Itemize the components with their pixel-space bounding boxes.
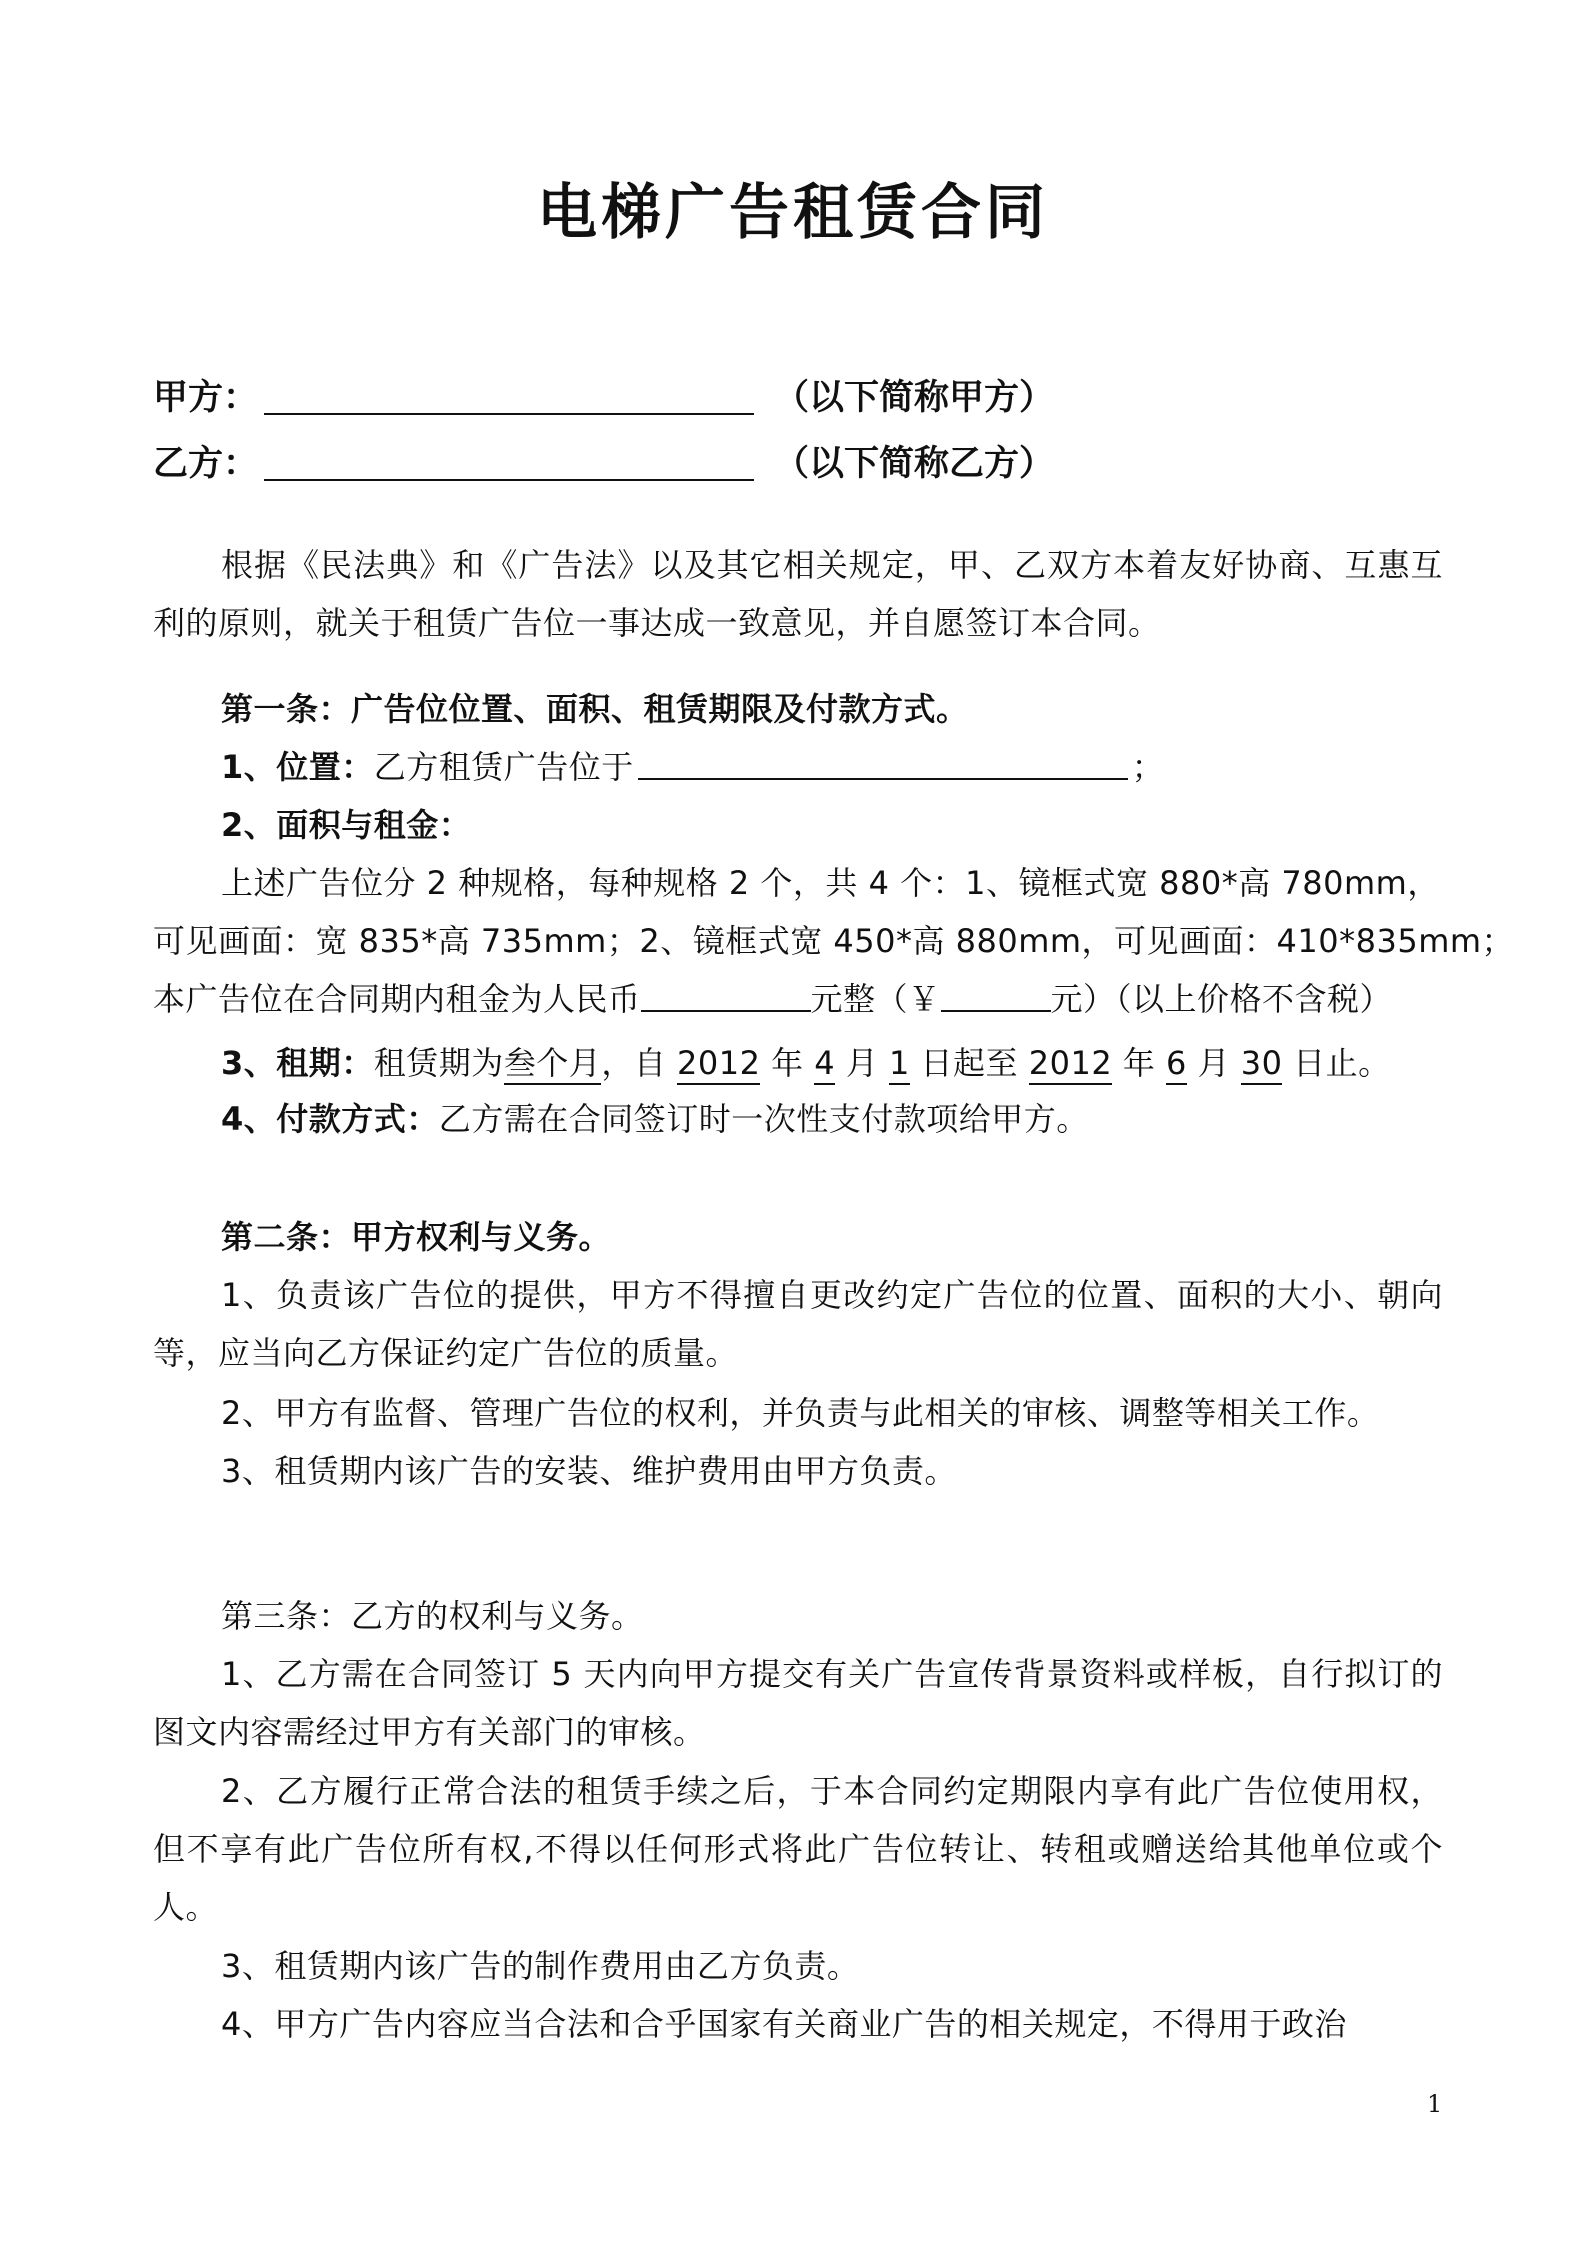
item3-text: ，自 xyxy=(601,1044,677,1082)
article2-item3: 3、租赁期内该广告的安装、维护费用由甲方负责。 xyxy=(221,1452,957,1490)
intro-paragraph: 根据《民法典》和《广告法》以及其它相关规定，甲、乙双方本着友好协商、互惠互利的原则，就关于租赁广告位一事达成一致意见，并自愿签订本合同。 xyxy=(153,546,1443,642)
item3-text: 日止。 xyxy=(1282,1044,1391,1082)
rent-yen-blank xyxy=(941,970,1051,1012)
item3-text: 租赁期为 xyxy=(373,1044,504,1082)
end-day: 30 xyxy=(1241,1043,1283,1085)
article1-item2-label: 2、面积与租金： xyxy=(221,806,472,844)
article3-heading: 第三条：乙方的权利与义务。 xyxy=(221,1597,644,1635)
start-year: 2012 xyxy=(677,1043,760,1085)
item4-text: 乙方需在合同签订时一次性支付款项给甲方。 xyxy=(438,1100,1089,1138)
spec-line-3 xyxy=(153,970,1392,1028)
page-number: 1 xyxy=(1427,2090,1443,2118)
item1-label: 1、位置： xyxy=(221,748,374,786)
item3-text: 年 xyxy=(1112,1044,1167,1082)
rent-note: 元）（以上价格不含税） xyxy=(1050,980,1393,1018)
article2-heading: 第二条：甲方权利与义务。 xyxy=(221,1218,612,1256)
start-day: 1 xyxy=(889,1043,910,1085)
party-b-label: 乙方： xyxy=(153,444,259,484)
item3-text: 日起至 xyxy=(909,1044,1029,1082)
party-b-blank xyxy=(264,439,754,481)
item3-text: 月 xyxy=(835,1044,890,1082)
item1-end: ； xyxy=(1131,748,1165,786)
item3-text: 年 xyxy=(760,1044,815,1082)
party-b-line xyxy=(153,439,1054,489)
lease-period: 叁个月 xyxy=(504,1043,602,1085)
document-title: 电梯广告租赁合同 xyxy=(537,178,1049,248)
rent-amount-blank xyxy=(641,970,811,1012)
item3-label: 3、租期： xyxy=(221,1044,374,1082)
party-a-line xyxy=(153,373,1054,423)
article1-item4 xyxy=(221,1090,1089,1148)
start-month: 4 xyxy=(814,1043,835,1085)
end-month: 6 xyxy=(1166,1043,1187,1085)
spec-line-2: 可见画面：宽 835*高 735mm；2、镜框式宽 450*高 880mm，可见画面：410*835mm； xyxy=(153,922,1515,960)
party-b-note: （以下简称乙方） xyxy=(774,444,1055,484)
article1-item1 xyxy=(221,738,1164,796)
item4-label: 4、付款方式： xyxy=(221,1100,439,1138)
item3-text: 月 xyxy=(1186,1044,1241,1082)
rent-yuan: 元整（￥ xyxy=(810,980,941,1018)
party-a-blank xyxy=(264,373,754,415)
article3-item4: 4、甲方广告内容应当合法和合乎国家有关商业广告的相关规定，不得用于政治 xyxy=(221,2005,1347,2043)
article3-item2: 2、乙方履行正常合法的租赁手续之后，于本合同约定期限内享有此广告位使用权，但不享有此广告位所有权,不得以任何形式将此广告位转让、转租或赠送给其他单位或个人。 xyxy=(153,1772,1443,1926)
party-a-note: （以下简称甲方） xyxy=(774,378,1055,418)
item1-text: 乙方租赁广告位于 xyxy=(373,748,634,786)
article2-item2: 2、甲方有监督、管理广告位的权利，并负责与此相关的审核、调整等相关工作。 xyxy=(221,1394,1380,1432)
party-a-label: 甲方： xyxy=(153,378,259,418)
article3-item1: 1、乙方需在合同签订 5 天内向甲方提交有关广告宣传背景资料或样板，自行拟订的图文内容需经过甲方有关部门的审核。 xyxy=(153,1655,1443,1751)
location-blank xyxy=(638,738,1128,780)
article1-heading: 第一条：广告位位置、面积、租赁期限及付款方式。 xyxy=(221,690,969,728)
article1-item3 xyxy=(221,1034,1391,1092)
rent-text: 本广告位在合同期内租金为人民币 xyxy=(153,980,641,1018)
article2-item1: 1、负责该广告位的提供，甲方不得擅自更改约定广告位的位置、面积的大小、朝向等，应当向乙方保证约定广告位的质量。 xyxy=(153,1276,1443,1372)
end-year: 2012 xyxy=(1029,1043,1112,1085)
spec-line-1: 上述广告位分 2 种规格，每种规格 2 个，共 4 个：1、镜框式宽 880*高 780mm， xyxy=(221,864,1440,902)
article3-item3: 3、租赁期内该广告的制作费用由乙方负责。 xyxy=(221,1947,860,1985)
